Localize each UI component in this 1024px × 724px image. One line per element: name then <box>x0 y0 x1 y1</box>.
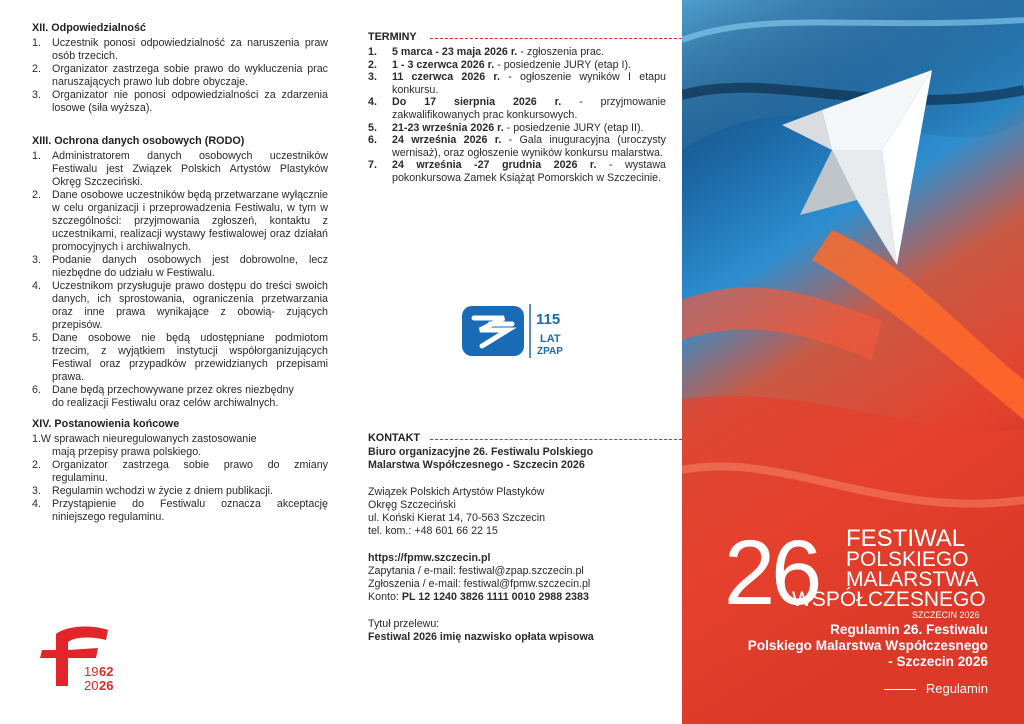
list-item: 2. Dane osobowe uczestników będą przetwarzane wyłącznie w celu organizacji i przeprowadzenia Festiwalu, w tym w szczególności: przyjmowania zgłoszeń, kontaktu z uczestnikami, realizacji wystawy festiwalowej oraz działań promocyjnych i archiwalnych. <box>32 189 328 253</box>
section-13-list <box>32 150 328 397</box>
term-item: 1. 5 marca - 23 maja 2026 r. - zgłoszenia prac. <box>368 46 605 58</box>
section-13-title: XIII. Ochrona danych osobowych (RODO) <box>32 135 245 147</box>
regulations-column <box>0 0 342 724</box>
list-item: 4. Uczestnikom przysługuje prawo dostępu do treści swoich danych, ich sprostowania, ograniczenia przetwarzania oraz inne prawa wynikające z obowią- zujących przepisów. <box>32 280 328 331</box>
term-item: 6. 24 września 2026 r. - Gala inuguracyjna (uroczysty wernisaż), oraz ogłoszenie wyników konkursu malarstwa. <box>368 134 666 159</box>
list-item: 3. Regulamin wchodzi w życie z dniem publikacji. <box>32 485 273 497</box>
list-item: 2. Organizator zastrzega sobie prawo do zmiany regulaminu. <box>32 459 328 484</box>
wordmark-city: SZCZECIN 2026 <box>912 610 980 620</box>
contact-org2: Okręg Szczeciński <box>368 499 456 511</box>
document-title: Regulamin 26. Festiwalu Polskiego Malarstwa Współczesnego - Szczecin 2026 <box>747 622 988 669</box>
section-14-first: 1.W sprawach nieuregulowanych zastosowanie <box>32 433 257 445</box>
festival-wordmark <box>682 510 1024 630</box>
year-2026-end: 26 <box>99 678 114 693</box>
website-link[interactable]: https://fpmw.szczecin.pl <box>368 552 491 564</box>
section-14-list <box>32 459 328 524</box>
section-14-title: XIV. Postanowienia końcowe <box>32 418 180 430</box>
transfer-title: Festiwal 2026 imię nazwisko opłata wpisowa <box>368 631 594 643</box>
cover-panel <box>682 0 1024 724</box>
year-1962-end: 62 <box>99 664 114 679</box>
year-2026-start: 20 <box>84 678 99 693</box>
list-item: 3. Organizator nie ponosi odpowiedzialności za zdarzenia losowe (siła wyższa). <box>32 89 328 114</box>
email-inquiries[interactable]: Zapytania / e-mail: festiwal@zpap.szczecin.pl <box>368 565 584 577</box>
wordmark-polskiego: POLSKIEGO <box>846 548 969 571</box>
bank-account: Konto: PL 12 1240 3826 1111 0010 2988 2383 <box>368 591 589 603</box>
term-item: 2. 1 - 3 czerwca 2026 r. - posiedzenie JURY (etap I). <box>368 58 632 71</box>
list-item: 2. Organizator zastrzega sobie prawo do wykluczenia prac naruszających prawo lub dobre obyczaje. <box>32 63 328 88</box>
transfer-label: Tytuł przelewu: <box>368 618 440 630</box>
contact-org1: Związek Polskich Artystów Plastyków <box>368 486 545 498</box>
divider <box>884 689 916 690</box>
term-item: 7. 24 września -27 grudnia 2026 r. - wystawa pokonkursowa Zamek Książąt Pomorskich w Szczecinie. <box>368 159 667 184</box>
terms-heading: TERMINY <box>368 31 417 43</box>
year-1962-start: 19 <box>84 664 99 679</box>
contact-office: Biuro organizacyjne 26. Festiwalu Polskiego Malarstwa Współczesnego - Szczecin 2026 <box>368 446 594 471</box>
zpap-name: ZPAP <box>537 346 563 357</box>
contact-heading: KONTAKT <box>368 432 420 444</box>
zpap-115: 115 <box>536 311 561 328</box>
wordmark-malarstwa: MALARSTWA <box>846 568 979 591</box>
list-item: 5. Dane osobowe nie będą udostępniane podmiotom trzecim, z wyjątkiem instytucji współorganizujących Festiwal oraz przypadków przewidzianych przepisami prawa. <box>32 332 328 383</box>
term-item: 3. 11 czerwca 2026 r. - ogłoszenie wyników I etapu konkursu. <box>368 71 666 96</box>
contact-phone: tel. kom.: +48 601 66 22 15 <box>368 525 498 537</box>
section-13-tail: do realizacji Festiwalu oraz celów archiwalnych. <box>52 397 279 409</box>
section-12-list <box>32 37 328 115</box>
email-submissions[interactable]: Zgłoszenia / e-mail: festiwal@fpmw.szczecin.pl <box>368 578 591 590</box>
contact-address: ul. Koński Kierat 14, 70-563 Szczecin <box>368 512 546 524</box>
term-item: 4. Do 17 sierpnia 2026 r. - przyjmowanie zakwalifikowanych prac konkursowych. <box>368 96 667 121</box>
list-item: 6. Dane będą przechowywane przez okres niezbędny <box>32 384 294 396</box>
festival-f-logo <box>36 624 126 694</box>
wordmark-festiwal: FESTIWAL <box>846 525 966 552</box>
section-12-title: XII. Odpowiedzialność <box>32 22 146 34</box>
zpap-115-logo <box>460 300 570 362</box>
term-item: 5. 21-23 września 2026 r. - posiedzenie JURY (etap II). <box>368 121 644 134</box>
regulamin-label: Regulamin <box>925 681 988 696</box>
list-item: 1. Uczestnik ponosi odpowiedzialność za naruszenia praw osób trzecich. <box>32 37 328 62</box>
list-item: 1. Administratorem danych osobowych uczestników Festiwalu jest Związek Polskich Artystów Plastyków Okręg Szczeciński. <box>32 150 328 188</box>
section-14-first-cont: mają przepisy prawa polskiego. <box>52 446 202 458</box>
list-item: 4. Przystąpienie do Festiwalu oznacza akceptację niniejszego regulaminu. <box>32 498 328 523</box>
list-item: 3. Podanie danych osobowych jest dobrowolne, lecz niezbędne do udziału w Festiwalu. <box>32 254 328 279</box>
contact-block <box>368 446 668 644</box>
terms-contact-column <box>342 0 682 724</box>
terms-list <box>368 46 666 185</box>
festival-number: 26 <box>724 522 819 624</box>
wordmark-wspolczesnego: WSPÓŁCZESNEGO <box>792 588 986 611</box>
zpap-lat: LAT <box>540 333 561 345</box>
